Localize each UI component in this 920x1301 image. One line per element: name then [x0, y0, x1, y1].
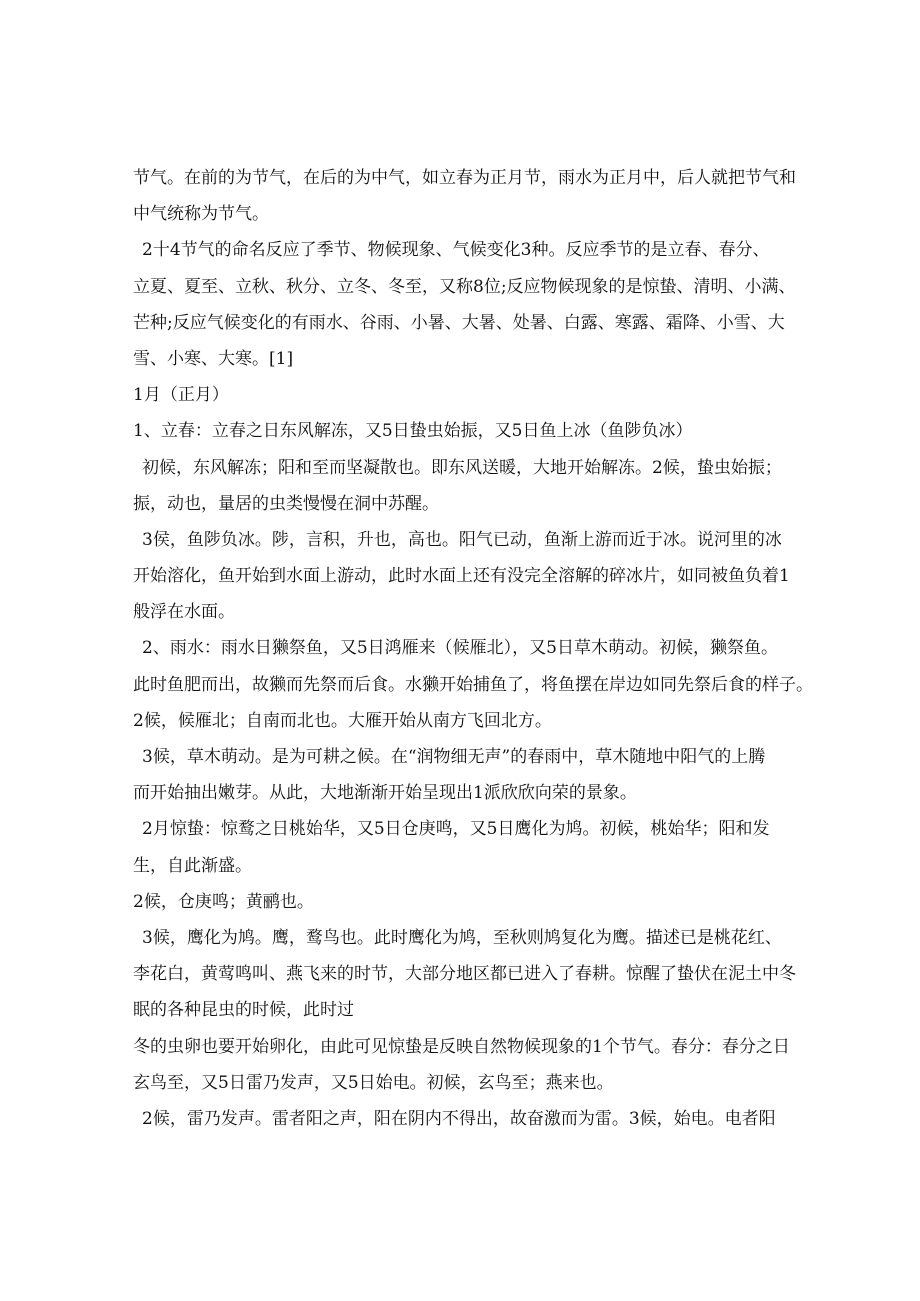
text-line: 2候，仓庚鸣；黄鹂也。 — [133, 891, 314, 912]
text-line: 3候，鹰化为鸠。鹰，鹜鸟也。此时鹰化为鸠，至秋则鸠复化为鹰。描述已是桃花红、 — [142, 927, 782, 948]
text-line: 而开始抽出嫩芽。从此，大地渐渐开始呈现出1派欣欣向荣的景象。 — [133, 783, 637, 804]
text-line: 初候，东风解冻；阳和至而坚凝散也。即东风送暖，大地开始解冻。2候，蛰虫始振； — [142, 457, 782, 478]
text-line: 冬的虫卵也要开始卵化，由此可见惊蛰是反映自然物候现象的1个节气。春分：春分之日 — [133, 1036, 790, 1057]
text-line: 眠的各种昆虫的时候，此时过 — [133, 1000, 354, 1021]
text-line: 中气统称为节气。 — [133, 204, 269, 225]
text-line: 雪、小寒、大寒。[1] — [133, 348, 294, 369]
text-line: 2、雨水：雨水日獭祭鱼，又5日鸿雁来（候雁北），又5日草木萌动。初候，獭祭鱼。 — [142, 638, 778, 659]
text-line: 2十4节气的命名反应了季节、物候现象、气候变化3种。反应季节的是立春、春分、 — [142, 240, 770, 261]
text-line: 生，自此渐盛。 — [133, 855, 252, 876]
text-line: 1月（正月） — [133, 385, 229, 406]
text-line: 振，动也，量居的虫类慢慢在洞中苏醒。 — [133, 493, 439, 514]
text-line: 玄鸟至，又5日雷乃发声，又5日始电。初候，玄鸟至；燕来也。 — [133, 1072, 614, 1093]
text-line: 2月惊蛰：惊鹜之日桃始华，又5日仓庚鸣，又5日鹰化为鸠。初候，桃始华；阳和发 — [142, 819, 770, 840]
text-line: 李花白，黄莺鸣叫、燕飞来的时节，大部分地区都已进入了春耕。惊醒了蛰伏在泥土中冬 — [133, 964, 796, 985]
text-line: 1、立春：立春之日东风解冻，又5日蛰虫始振，又5日鱼上冰（鱼陟负冰） — [133, 421, 693, 442]
body-text — [133, 160, 813, 1137]
text-line: 般浮在水面。 — [133, 602, 235, 623]
text-line: 芒种;反应气候变化的有雨水、谷雨、小暑、大暑、处暑、白露、寒露、霜降、小雪、大 — [133, 312, 785, 333]
text-line: 此时鱼肥而出，故獭而先祭而后食。水獭开始捕鱼了，将鱼摆在岸边如同先祭后食的样子。 — [133, 674, 813, 695]
text-line: 节气。在前的为节气，在后的为中气，如立春为正月节，雨水为正月中，后人就把节气和 — [133, 168, 796, 188]
text-line: 2候，候雁北；自南而北也。大雁开始从南方飞回北方。 — [133, 710, 552, 731]
text-line: 立夏、夏至、立秋、秋分、立冬、冬至，又称8位;反应物候现象的是惊蛰、清明、小满、 — [133, 276, 796, 297]
text-line: 开始溶化，鱼开始到水面上游动，此时水面上还有没完全溶解的碎冰片，如同被鱼负着1 — [133, 566, 790, 587]
text-line: 2候，雷乃发声。雷者阳之声，阳在阴内不得出，故奋激而为雷。3候，始电。电者阳 — [142, 1108, 776, 1129]
text-line: 3侯，鱼陟负冰。陟，言积，升也，高也。阳气已动，鱼渐上游而近于冰。说河里的冰 — [142, 529, 782, 550]
text-line: 3候，草木萌动。是为可耕之候。在“润物细无声”的春雨中，草木随地中阳气的上腾 — [142, 747, 766, 767]
